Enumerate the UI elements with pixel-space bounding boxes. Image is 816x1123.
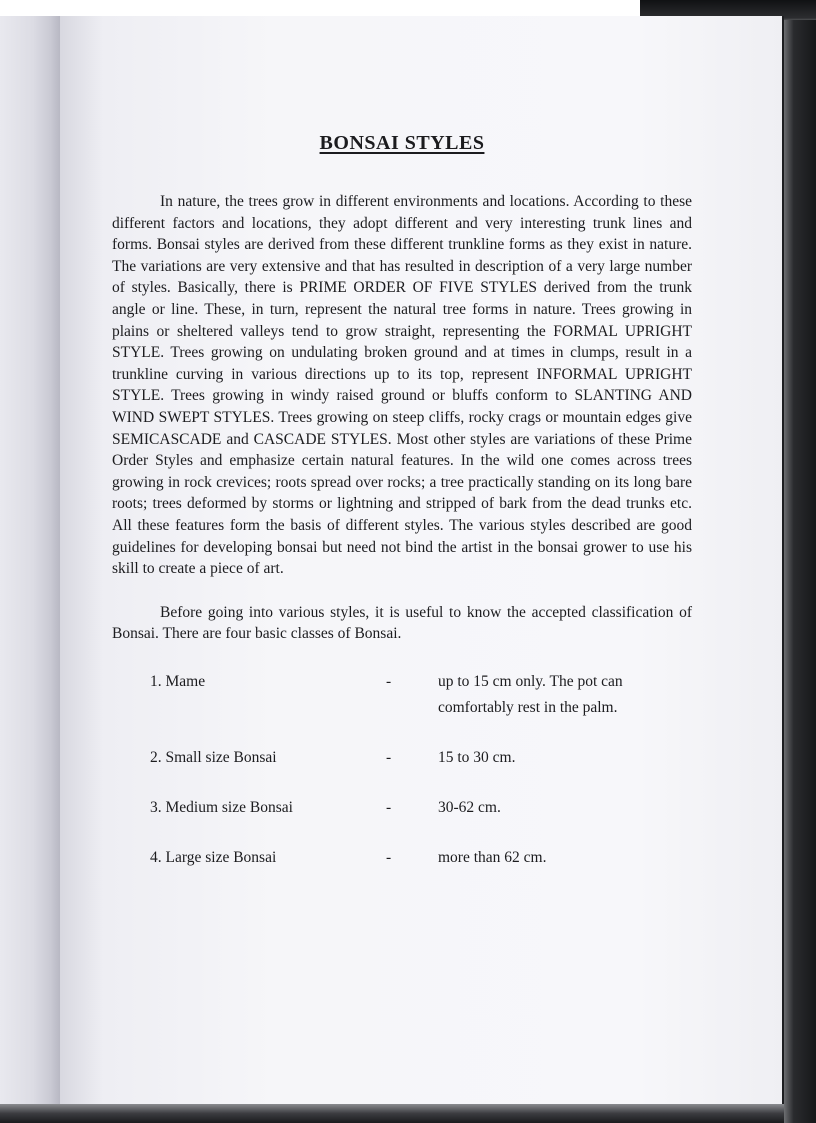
bonsai-class-row xyxy=(112,669,692,721)
page-title xyxy=(112,132,692,155)
bonsai-class-row xyxy=(112,745,692,771)
bonsai-class-row xyxy=(112,795,692,821)
class-dash: - xyxy=(386,672,392,690)
bonsai-class-row xyxy=(112,845,692,871)
intro-paragraph: In nature, the trees grow in different environments and locations. According to these different factors and locations, they adopt different and very interesting trunk lines and forms. Bonsai styles are derived from these different trunkline forms as they exist in nature. The variations are very extensive and that has resulted in description of a very large number of styles. Basically, there is PRIME ORDER OF FIVE STYLES derived from the trunk angle or line. These, in turn, represent the natural tree forms in nature. Trees growing in plains or sheltered valleys tend to grow straight, representing the FORMAL UPRIGHT STYLE. Trees growing on undulating broken ground and at times in clumps, result in a trunkline curving in various directions up to its top, represent INFORMAL UPRIGHT STYLE. Trees growing in windy raised ground or bluffs conform to SLANTING AND WIND SWEPT STYLES. Trees growing on steep cliffs, rocky crags or mountain edges give SEMICASCADE and CASCADE STYLES. Most other styles are variations of these Prime Order Styles and emphasize certain natural features. In the wild one comes across trees growing in rock crevices; roots spread over rocks; a tree practically standing on its long bare roots; trees deformed by storms or lightning and stripped of bark from the dead trunks etc. All these features form the basis of different styles. The various styles described are good guidelines for developing bonsai but need not bind the artist in the bonsai grower to use his skill to create a piece of art. xyxy=(112,193,692,578)
class-size: more than 62 cm. xyxy=(438,848,547,866)
class-name: 1. Mame xyxy=(150,672,206,690)
page-title-text: BONSAI STYLES xyxy=(319,132,485,154)
class-size: up to 15 cm only. The pot can comfortably rest in the palm. xyxy=(438,672,623,716)
class-size: 15 to 30 cm. xyxy=(438,748,516,766)
class-name: 2. Small size Bonsai xyxy=(150,748,277,766)
book-edge xyxy=(784,20,816,1123)
class-dash: - xyxy=(386,798,392,816)
class-name: 3. Medium size Bonsai xyxy=(150,798,293,816)
class-dash: - xyxy=(386,748,392,766)
left-facing-page xyxy=(0,16,61,1106)
class-size: 30-62 cm. xyxy=(438,798,501,816)
class-name: 4. Large size Bonsai xyxy=(150,848,277,866)
bonsai-class-list xyxy=(112,669,692,871)
class-dash: - xyxy=(386,848,392,866)
classification-paragraph: Before going into various styles, it is useful to know the accepted classification of Bonsai. There are four basic classes of Bonsai. xyxy=(112,603,692,643)
page-content xyxy=(112,132,692,895)
bottom-edge xyxy=(0,1104,784,1123)
